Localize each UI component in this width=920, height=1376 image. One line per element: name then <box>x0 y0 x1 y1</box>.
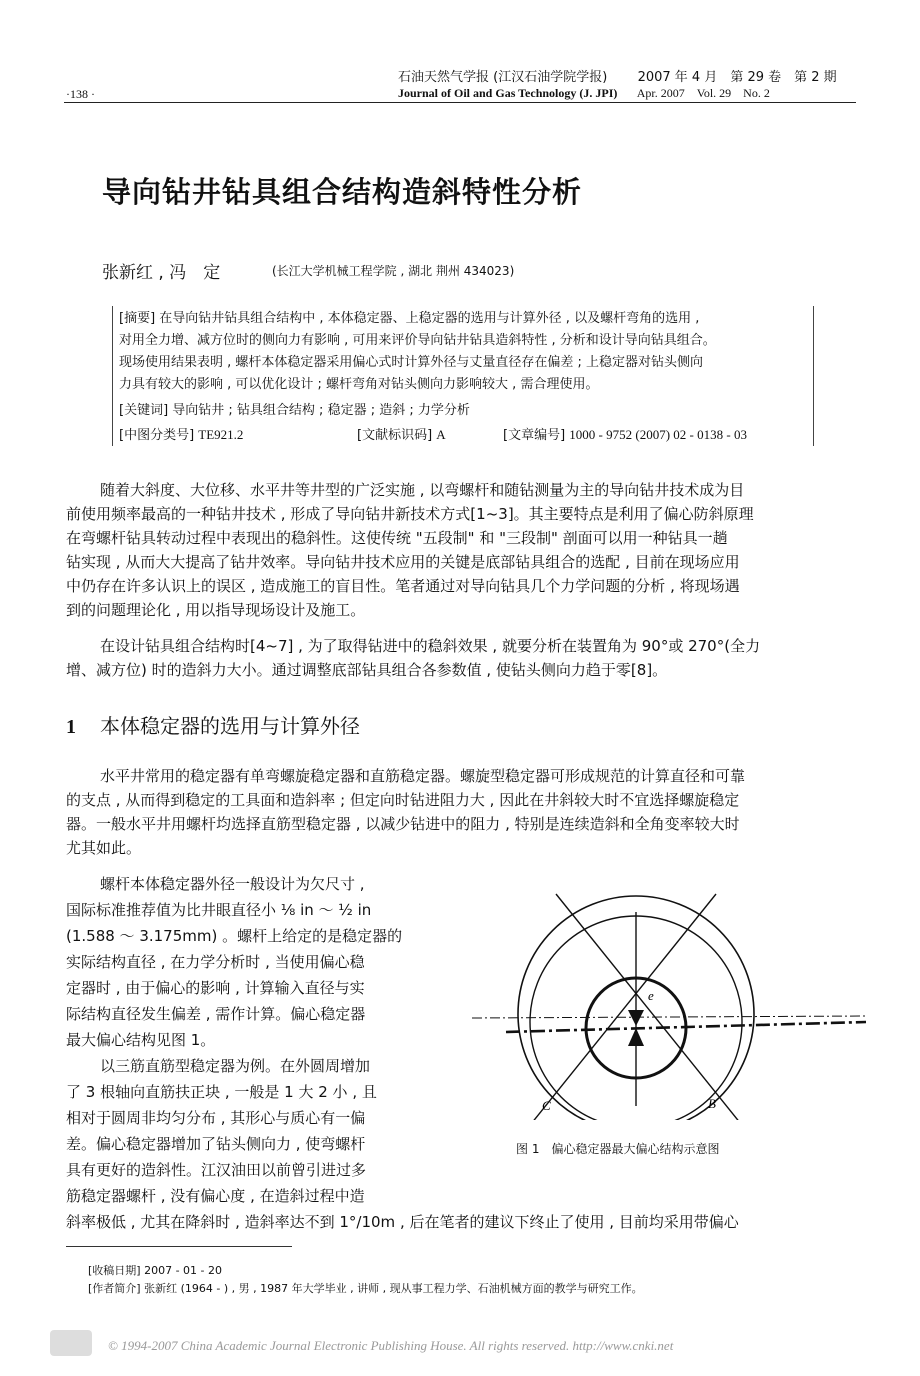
body-line: 国际标准推荐值为比井眼直径小 ⅛ in ～ ½ in <box>66 901 372 919</box>
rib-line-right <box>531 894 716 1120</box>
clc-value: TE921.2 <box>198 427 244 442</box>
centerline-1 <box>472 1016 866 1018</box>
section-title: 本体稳定器的选用与计算外径 <box>100 714 360 738</box>
body-line: 水平井常用的稳定器有单弯螺旋稳定器和直筋稳定器。螺旋型稳定器可形成规范的计算直径和可靠 <box>100 767 746 785</box>
body-line: 在设计钻具组合结构时[4~7] , 为了取得钻进中的稳斜效果 , 就要分析在装置角为 90°或 270°(全力 <box>100 637 761 655</box>
journal-title-cn <box>398 66 837 85</box>
body-line: 实际结构直径 , 在力学分析时 , 当使用偏心稳 <box>66 953 365 971</box>
body-line: 定器时 , 由于偏心的影响 , 计算输入直径与实 <box>66 979 365 997</box>
page-number: ·138 · <box>66 87 95 101</box>
abstract-box <box>112 306 814 446</box>
doc-code-line <box>357 424 446 447</box>
body-line: 斜率极低 , 尤其在降斜时 , 造斜率达不到 1°/10m , 后在笔者的建议下终止了使用 , 目前均采用带偏心 <box>66 1213 739 1231</box>
rib-line-left <box>556 894 741 1120</box>
body-line: 最大偏心结构见图 1。 <box>66 1031 216 1049</box>
body-line: 钻实现 , 从而大大提高了钻井效率。导向钻井技术应用的关键是底部钻具组合的选配 , 目前在现场应用 <box>66 553 740 571</box>
body-line: 器。一般水平井用螺杆均选择直筋型稳定器 , 以减少钻进中的阻力 , 特别是连续造斜和全角变率较大时 <box>66 815 740 833</box>
body-line: 增、减方位) 时的造斜力大小。通过调整底部钻具组合各参数值 , 使钻头侧向力趋于零[8]。 <box>66 661 668 679</box>
article-number-value: 1000 - 9752 (2007) 02 - 0138 - 03 <box>569 427 747 442</box>
clc-label: [中图分类号] <box>119 428 195 443</box>
journal-title-en <box>398 84 770 101</box>
journal-name-cn: 石油天然气学报 (江汉石油学院学报) <box>398 70 608 85</box>
body-line: 中仍存在许多认识上的误区 , 造成施工的盲目性。笔者通过对导向钻具几个力学问题的分析 , 将现场遇 <box>66 577 740 595</box>
footnote-rule <box>66 1246 292 1247</box>
article-title: 导向钻井钻具组合结构造斜特性分析 <box>102 175 583 209</box>
article-number-label: [文章编号] <box>503 428 566 443</box>
author-bio: [作者简介] 张新红 (1964 - ) , 男 , 1987 年大学毕业 , 讲师 , 现从事工程力学、石油机械方面的教学与研究工作。 <box>88 1282 643 1295</box>
body-line: 际结构直径发生偏差 , 需作计算。偏心稳定器 <box>66 1005 366 1023</box>
label-b: B <box>708 1096 716 1111</box>
classification-line <box>119 424 243 447</box>
keywords-line: [关键词] 导向钻井 ; 钻具组合结构 ; 稳定器 ; 造斜 ; 力学分析 <box>119 403 470 418</box>
figure-1-diagram <box>466 866 870 1120</box>
body-line: 螺杆本体稳定器外径一般设计为欠尺寸 , <box>100 875 365 893</box>
label-e: e <box>648 988 654 1003</box>
issue-info-en: Apr. 2007 Vol. 29 No. 2 <box>636 86 770 100</box>
body-line: 尤其如此。 <box>66 839 142 857</box>
body-line: 到的问题理论化 , 用以指导现场设计及施工。 <box>66 601 366 619</box>
section-number: 1 <box>66 716 76 738</box>
journal-name-en: Journal of Oil and Gas Technology (J. JPI) <box>398 86 618 100</box>
body-line: 在弯螺杆钻具转动过程中表现出的稳斜性。这使传统 "五段制" 和 "三段制" 剖面可以用一种钻具一趟 <box>66 529 728 547</box>
abstract-line: 对用全力增、减方位时的侧向力有影响 , 可用来评价导向钻井钻具造斜特性 , 分析和设计导向钻具组合。 <box>119 333 716 348</box>
issue-info-cn: 2007 年 4 月 第 29 卷 第 2 期 <box>637 70 837 85</box>
label-c: C <box>542 1098 551 1113</box>
body-line: 筋稳定器螺杆 , 没有偏心度 , 在造斜过程中造 <box>66 1187 365 1205</box>
body-line: (1.588 ～ 3.175mm) 。螺杆上给定的是稳定器的 <box>66 927 403 945</box>
abstract-line: 力具有较大的影响 , 可以优化设计 ; 螺杆弯角对钻头侧向力影响较大 , 需合理使用。 <box>119 377 599 392</box>
body-line: 前使用频率最高的一种钻井技术 , 形成了导向钻井新技术方式[1~3]。其主要特点是利用了偏心防斜原理 <box>66 505 754 523</box>
body-line: 随着大斜度、大位移、水平井等井型的广泛实施 , 以弯螺杆和随钻测量为主的导向钻井技术成为目 <box>100 481 745 499</box>
cnki-logo <box>50 1330 92 1356</box>
section-heading <box>66 710 360 739</box>
doc-code-label: [文献标识码] <box>357 428 433 443</box>
author-affiliation: (长江大学机械工程学院 , 湖北 荆州 434023) <box>272 264 515 278</box>
body-line: 差。偏心稳定器增加了钻头侧向力 , 使弯螺杆 <box>66 1135 366 1153</box>
arrow-down-icon <box>628 1010 644 1026</box>
header-rule <box>64 102 856 103</box>
abstract-line: [摘要] 在导向钻井钻具组合结构中 , 本体稳定器、上稳定器的选用与计算外径 , 以及螺杆弯角的选用 , <box>119 311 700 326</box>
article-authors: 张新红 , 冯 定 <box>102 263 221 283</box>
abstract-line: 现场使用结果表明 , 螺杆本体稳定器采用偏心式时计算外径与丈量直径存在偏差 ; 上稳定器对钻头侧向 <box>119 355 704 370</box>
received-date: [收稿日期] 2007 - 01 - 20 <box>88 1264 222 1277</box>
copyright-notice: © 1994-2007 China Academic Journal Electronic Publishing House. All rights reserved. http://www.cnki.net <box>108 1338 674 1353</box>
body-line: 了 3 根轴向直筋扶正块 , 一般是 1 大 2 小 , 且 <box>66 1083 377 1101</box>
arrow-up-icon <box>628 1028 644 1046</box>
figure-caption: 图 1 偏心稳定器最大偏心结构示意图 <box>516 1142 720 1156</box>
body-line: 具有更好的造斜性。江汉油田以前曾引进过多 <box>66 1161 367 1179</box>
body-line: 相对于圆周非均匀分布 , 其形心与质心有一偏 <box>66 1109 366 1127</box>
article-number-line <box>503 424 747 447</box>
body-line: 的支点 , 从而得到稳定的工具面和造斜率 ; 但定向时钻进阻力大 , 因此在井斜较大时不宜选择螺旋稳定 <box>66 791 740 809</box>
doc-code-value: A <box>436 427 446 442</box>
body-line: 以三筋直筋型稳定器为例。在外圆周增加 <box>100 1057 371 1075</box>
